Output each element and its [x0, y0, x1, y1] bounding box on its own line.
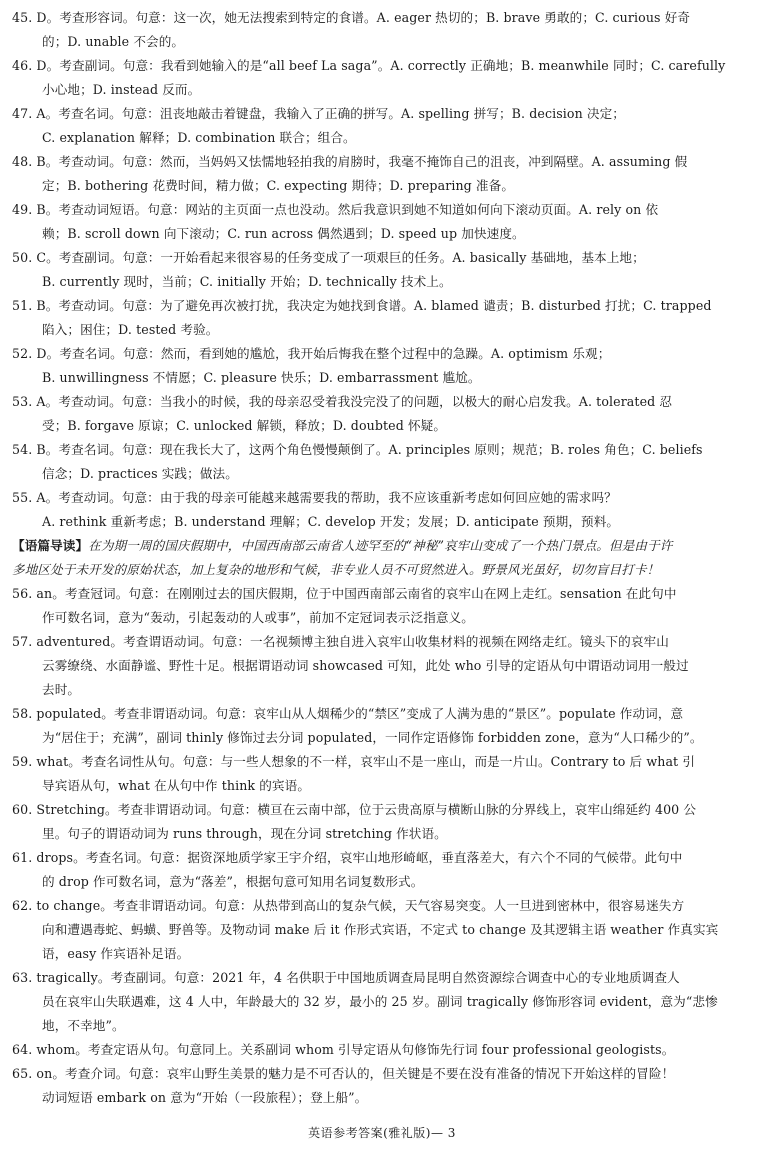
answer-line: 64. whom。考查定语从句。句意同上。关系副词 whom 引导定语从句修饰先行词 four professional geologists。 — [12, 1042, 675, 1057]
answer-line: 动词短语 embark on 意为“开始（一段旅程）；登上船”。 — [42, 1090, 368, 1105]
guide-text-line: 多地区处于未开发的原始状态，加上复杂的地形和气候，非专业人员不可贸然进入。野景风光虽好，切勿盲目打卡！ — [12, 562, 660, 577]
answer-line: 向和遭遇毒蛇、蚂蟥、野兽等。及物动词 make 后 it 作形式宾语，不定式 to change 及其逻辑主语 weather 作真实宾 — [42, 922, 719, 937]
answer-line: 赖；B. scroll down 向下滚动；C. run across 偶然遇到；D. speed up 加快速度。 — [42, 226, 525, 241]
answer-line: B. unwillingness 不情愿；C. pleasure 快乐；D. embarrassment 尴尬。 — [42, 370, 481, 385]
answer-item — [12, 630, 752, 702]
answer-item — [12, 246, 752, 294]
answer-line: 去时。 — [42, 682, 81, 697]
answer-item — [12, 846, 752, 894]
answer-item — [12, 966, 752, 1038]
answer-item — [12, 342, 752, 390]
answer-line: C. explanation 解释；D. combination 联合；组合。 — [42, 130, 356, 145]
answer-item — [12, 294, 752, 342]
answer-line: 语，easy 作宾语补足语。 — [42, 946, 190, 961]
answer-list-part2 — [12, 582, 752, 1110]
passage-guide — [12, 534, 752, 582]
answer-item — [12, 6, 752, 54]
answer-line: A. rethink 重新考虑；B. understand 理解；C. develop 开发；发展；D. anticipate 预期，预料。 — [42, 514, 620, 529]
answer-line: 为“居住于；充满”，副词 thinly 修饰过去分词 populated，一同作定语修饰 forbidden zone，意为“人口稀少的”。 — [42, 730, 703, 745]
page-footer: 英语参考答案(雅礼版)— 3 — [308, 1126, 456, 1140]
answer-line: 52. D。考查名词。句意：然而，看到她的尴尬，我开始后悔我在整个过程中的急躁。A. optimism 乐观； — [12, 346, 611, 361]
answer-line: 54. B。考查名词。句意：现在我长大了，这两个角色慢慢颠倒了。A. principles 原则；规范；B. roles 角色；C. beliefs — [12, 442, 703, 457]
answer-line: 58. populated。考查非谓语动词。句意：哀牢山从人烟稀少的“禁区”变成了人满为患的“景区”。populate 作动词，意 — [12, 706, 684, 721]
answer-line: 45. D。考查形容词。句意：这一次，她无法搜索到特定的食谱。A. eager 热切的；B. brave 勇敢的；C. curious 好奇 — [12, 10, 691, 25]
guide-heading: 【语篇导读】 — [12, 538, 89, 553]
answer-line: 定；B. bothering 花费时间，精力做；C. expecting 期待；D. preparing 准备。 — [42, 178, 515, 193]
answer-line: 47. A。考查名词。句意：沮丧地敲击着键盘，我输入了正确的拼写。A. spelling 拼写；B. decision 决定； — [12, 106, 625, 121]
answer-line: 员在哀牢山失联遇难，这 4 人中，年龄最大的 32 岁，最小的 25 岁。副词 tragically 修饰形容词 evident，意为“悲惨 — [42, 994, 718, 1009]
answer-line: 小心地；D. instead 反而。 — [42, 82, 201, 97]
answer-line: 65. on。考查介词。句意：哀牢山野生美景的魅力是不可否认的，但关键是不要在没有准备的情况下开始这样的冒险！ — [12, 1066, 675, 1081]
answer-line: 地，不幸地”。 — [42, 1018, 125, 1033]
answer-line: 48. B。考查动词。句意：然而，当妈妈又怯懦地轻拍我的肩膀时，我毫不掩饰自己的沮丧，冲到隔壁。A. assuming 假 — [12, 154, 688, 169]
answer-line: 62. to change。考查非谓语动词。句意：从热带到高山的复杂气候，天气容易突变。人一旦进到密林中，很容易迷失方 — [12, 898, 685, 913]
answer-item — [12, 750, 752, 798]
answer-item — [12, 486, 752, 534]
answer-item — [12, 390, 752, 438]
answer-line: 陷入；困住；D. tested 考验。 — [42, 322, 219, 337]
answer-line: 作可数名词，意为“轰动，引起轰动的人或事”，前加不定冠词表示泛指意义。 — [42, 610, 474, 625]
answer-line: 信念；D. practices 实践；做法。 — [42, 466, 238, 481]
answer-line: 受；B. forgave 原谅；C. unlocked 解锁，释放；D. doubted 怀疑。 — [42, 418, 447, 433]
answer-line: 云雾缭绕、水面静谧、野性十足。根据谓语动词 showcased 可知，此处 who 引导的定语从句中谓语动词用一般过 — [42, 658, 689, 673]
answer-list-part1 — [12, 6, 752, 534]
answer-line: 49. B。考查动词短语。句意：网站的主页面一点也没动。然后我意识到她不知道如何向下滚动页面。A. rely on 依 — [12, 202, 659, 217]
answer-item — [12, 150, 752, 198]
answer-line: 53. A。考查动词。句意：当我小的时候，我的母亲忍受着我没完没了的问题，以极大的耐心启发我。A. tolerated 忍 — [12, 394, 673, 409]
guide-text-line: 在为期一周的国庆假期中，中国西南部云南省人迹罕至的“神秘”哀牢山变成了一个热门景点。但是由于许 — [88, 538, 673, 553]
answer-line: 57. adventured。考查谓语动词。句意：一名视频博主独自进入哀牢山收集材料的视频在网络走红。镜头下的哀牢山 — [12, 634, 669, 649]
answer-line: 59. what。考查名词性从句。句意：与一些人想象的不一样，哀牢山不是一座山，而是一片山。Contrary to 后 what 引 — [12, 754, 696, 769]
answer-line: 55. A。考查动词。句意：由于我的母亲可能越来越需要我的帮助，我不应该重新考虑如何回应她的需求吗？ — [12, 490, 617, 505]
answer-item — [12, 102, 752, 150]
answer-line: B. currently 现时，当前；C. initially 开始；D. technically 技术上。 — [42, 274, 452, 289]
answer-line: 46. D。考查副词。句意：我看到她输入的是“all beef La saga”。A. correctly 正确地；B. meanwhile 同时；C. carefully — [12, 58, 726, 73]
answer-item — [12, 198, 752, 246]
answer-item — [12, 54, 752, 102]
answer-item — [12, 1062, 752, 1110]
answer-line: 56. an。考查冠词。句意：在刚刚过去的国庆假期，位于中国西南部云南省的哀牢山在网上走红。sensation 在此句中 — [12, 586, 677, 601]
answer-line: 63. tragically。考查副词。句意：2021 年，4 名供职于中国地质调查局昆明自然资源综合调查中心的专业地质调查人 — [12, 970, 680, 985]
answer-item — [12, 798, 752, 846]
answer-item — [12, 702, 752, 750]
answer-line: 导宾语从句，what 在从句中作 think 的宾语。 — [42, 778, 311, 793]
answer-line: 61. drops。考查名词。句意：据资深地质学家王宇介绍，哀牢山地形崎岖，垂直落差大，有六个不同的气候带。此句中 — [12, 850, 683, 865]
answer-line: 的；D. unable 不会的。 — [42, 34, 185, 49]
answer-item — [12, 894, 752, 966]
answer-line: 60. Stretching。考查非谓语动词。句意：横亘在云南中部，位于云贵高原与横断山脉的分界线上，哀牢山绵延约 400 公 — [12, 802, 697, 817]
answer-line: 里。句子的谓语动词为 runs through，现在分词 stretching 作状语。 — [42, 826, 447, 841]
answer-item — [12, 582, 752, 630]
answer-line: 50. C。考查副词。句意：一开始看起来很容易的任务变成了一项艰巨的任务。A. basically 基础地，基本上地； — [12, 250, 645, 265]
answer-line: 51. B。考查动词。句意：为了避免再次被打扰，我决定为她找到食谱。A. blamed 谴责；B. disturbed 打扰；C. trapped — [12, 298, 712, 313]
answer-item — [12, 1038, 752, 1062]
answer-document — [12, 6, 752, 1110]
answer-item — [12, 438, 752, 486]
answer-line: 的 drop 作可数名词，意为“落差”，根据句意可知用名词复数形式。 — [42, 874, 424, 889]
